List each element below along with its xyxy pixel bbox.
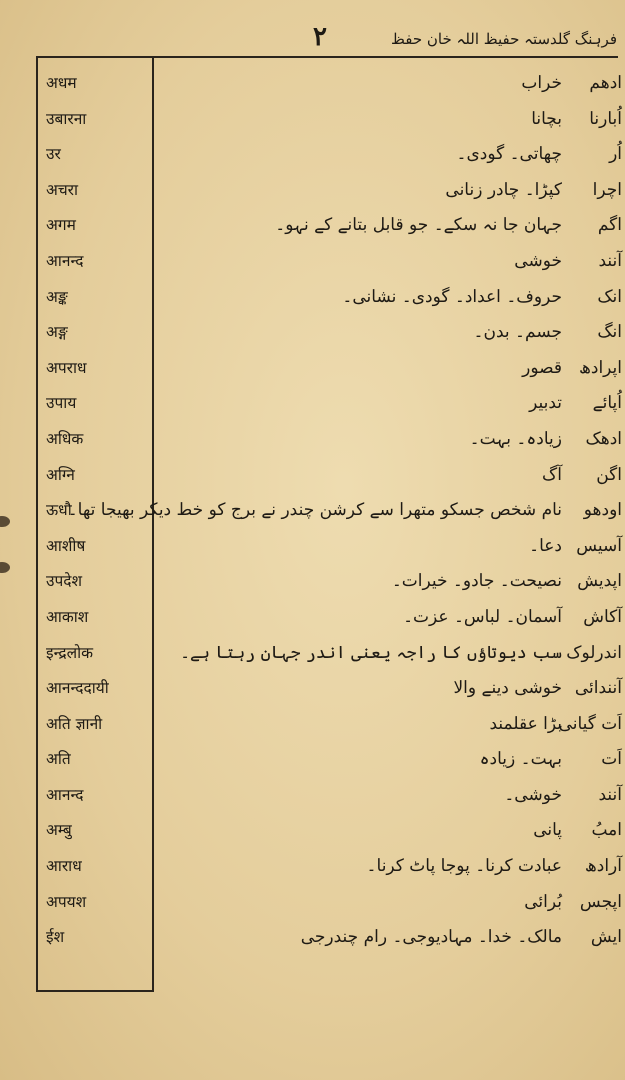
urdu-headword: اچرا: [592, 179, 622, 200]
urdu-meaning: خوشی۔: [504, 784, 562, 805]
hindi-word: आकाश: [46, 607, 89, 626]
urdu-meaning: نام شخص جسکو متھرا سے کرشن چندر نے برج کو خط دیکر بھیجا تھا۔: [67, 500, 562, 521]
urdu-meaning: نصیحت۔ جادو۔ خیرات۔: [391, 571, 562, 592]
urdu-headword: اُر: [609, 144, 622, 165]
urdu-headword: آنند: [598, 784, 622, 805]
hindi-word: इन्द्रलोक: [46, 643, 94, 662]
urdu-headword: اُبارنا: [589, 108, 622, 129]
urdu-meaning: پانی: [533, 820, 562, 841]
urdu-headword: اپجس: [579, 891, 622, 912]
hindi-word: उपदेश: [46, 572, 83, 591]
urdu-meaning: خراب: [521, 73, 562, 93]
urdu-meaning: دعا۔: [529, 535, 562, 556]
hindi-word: उपाय: [46, 394, 77, 413]
urdu-meaning: حروف۔ اعداد۔ گودی۔ نشانی۔: [342, 286, 562, 307]
urdu-meaning: خوشی: [514, 250, 562, 271]
left-rule: [36, 56, 38, 992]
urdu-headword-column: [558, 66, 622, 956]
hindi-word: आनन्द: [46, 785, 84, 804]
hindi-word: अम्बु: [46, 821, 72, 840]
urdu-headword: انک: [597, 286, 622, 307]
urdu-headword: آنندائی: [574, 678, 622, 699]
urdu-meaning: مالک۔ خدا۔ مہادیوجی۔ رام چندرجی: [300, 927, 562, 948]
hindi-word: ऊधौ: [46, 501, 72, 520]
hindi-word: आशीष: [46, 536, 86, 555]
urdu-headword: ادھم: [589, 73, 622, 93]
urdu-meaning: کپڑا۔ چادر زنانی: [445, 179, 562, 200]
running-head: فرہنگ گلدستہ حفیظ اللہ خان حفظ: [391, 30, 617, 48]
hindi-word: आनन्ददायी: [46, 679, 109, 698]
page-number: ۲: [313, 22, 327, 52]
urdu-headword: اُپائے: [592, 393, 622, 414]
urdu-headword: اندرلوک: [566, 642, 622, 663]
urdu-headword: اپدیش: [577, 571, 622, 592]
urdu-meaning: عبادت کرنا۔ پوجا پاٹ کرنا۔: [366, 856, 562, 877]
urdu-meaning: آسمان۔ لباس۔ عزت۔: [403, 606, 562, 627]
urdu-meaning: بہت۔ زیادہ: [479, 749, 562, 770]
hindi-word: अग्नि: [46, 465, 75, 484]
urdu-meaning: سب دیوتاؤں کا راجہ یعنی اندر جہان رہتا ہے۔: [180, 642, 562, 663]
urdu-meaning: جسم۔ بدن۔: [473, 322, 562, 343]
urdu-meaning: قصور: [522, 357, 562, 378]
hindi-word: अति ज्ञानी: [46, 714, 103, 733]
urdu-headword: آنند: [598, 250, 622, 271]
binding-hole: [0, 562, 10, 573]
hindi-word: उर: [46, 145, 61, 164]
urdu-headword: اگم: [597, 215, 622, 236]
entries-table: [36, 56, 622, 992]
urdu-meaning: بڑا عقلمند: [489, 713, 562, 734]
urdu-meaning: تدبیر: [529, 393, 562, 414]
urdu-meaning: جہان جا نہ سکے۔ جو قابل بتانے کے نہو۔: [275, 215, 562, 236]
urdu-headword: اپرادھ: [579, 357, 622, 378]
hindi-word: अङ्ग: [46, 323, 68, 342]
urdu-headword: امبُ: [591, 820, 622, 841]
urdu-meaning: چھاتی۔ گودی۔: [456, 144, 562, 165]
urdu-headword: اودھو: [583, 500, 622, 521]
urdu-meaning: خوشی دینے والا: [453, 678, 562, 699]
bottom-rule: [36, 990, 154, 992]
urdu-meaning: آگ: [542, 464, 562, 485]
urdu-headword: انگ: [597, 322, 622, 343]
hindi-word: आनन्द: [46, 251, 84, 270]
hindi-word: अति: [46, 750, 71, 769]
hindi-word: उबारना: [46, 109, 87, 128]
urdu-headword: آرادھ: [584, 856, 622, 877]
urdu-headword: آسیس: [576, 535, 622, 556]
binding-hole: [0, 516, 10, 527]
urdu-headword: ایش: [590, 927, 622, 948]
hindi-word: अपयश: [46, 892, 87, 911]
top-rule: [36, 56, 618, 58]
urdu-headword: ادھک: [585, 428, 622, 449]
urdu-headword: اگن: [596, 464, 622, 485]
hindi-word: अगम: [46, 216, 76, 235]
urdu-meaning: زیادہ۔ بہت۔: [469, 428, 562, 449]
hindi-word: अङ्क: [46, 287, 68, 306]
urdu-meaning: بچانا: [531, 108, 562, 129]
page-header: [0, 8, 625, 52]
urdu-headword: اَت: [601, 749, 622, 770]
hindi-word: आराध: [46, 857, 82, 876]
urdu-headword: آکاش: [583, 606, 622, 627]
urdu-headword: اَت گیانی: [558, 713, 622, 734]
hindi-word: ईश: [46, 928, 65, 947]
hindi-word: अधम: [46, 74, 77, 92]
urdu-meaning: بُرائی: [524, 891, 562, 912]
hindi-word: अपराध: [46, 358, 87, 377]
hindi-word: अचरा: [46, 180, 79, 199]
hindi-word: अधिक: [46, 429, 84, 448]
